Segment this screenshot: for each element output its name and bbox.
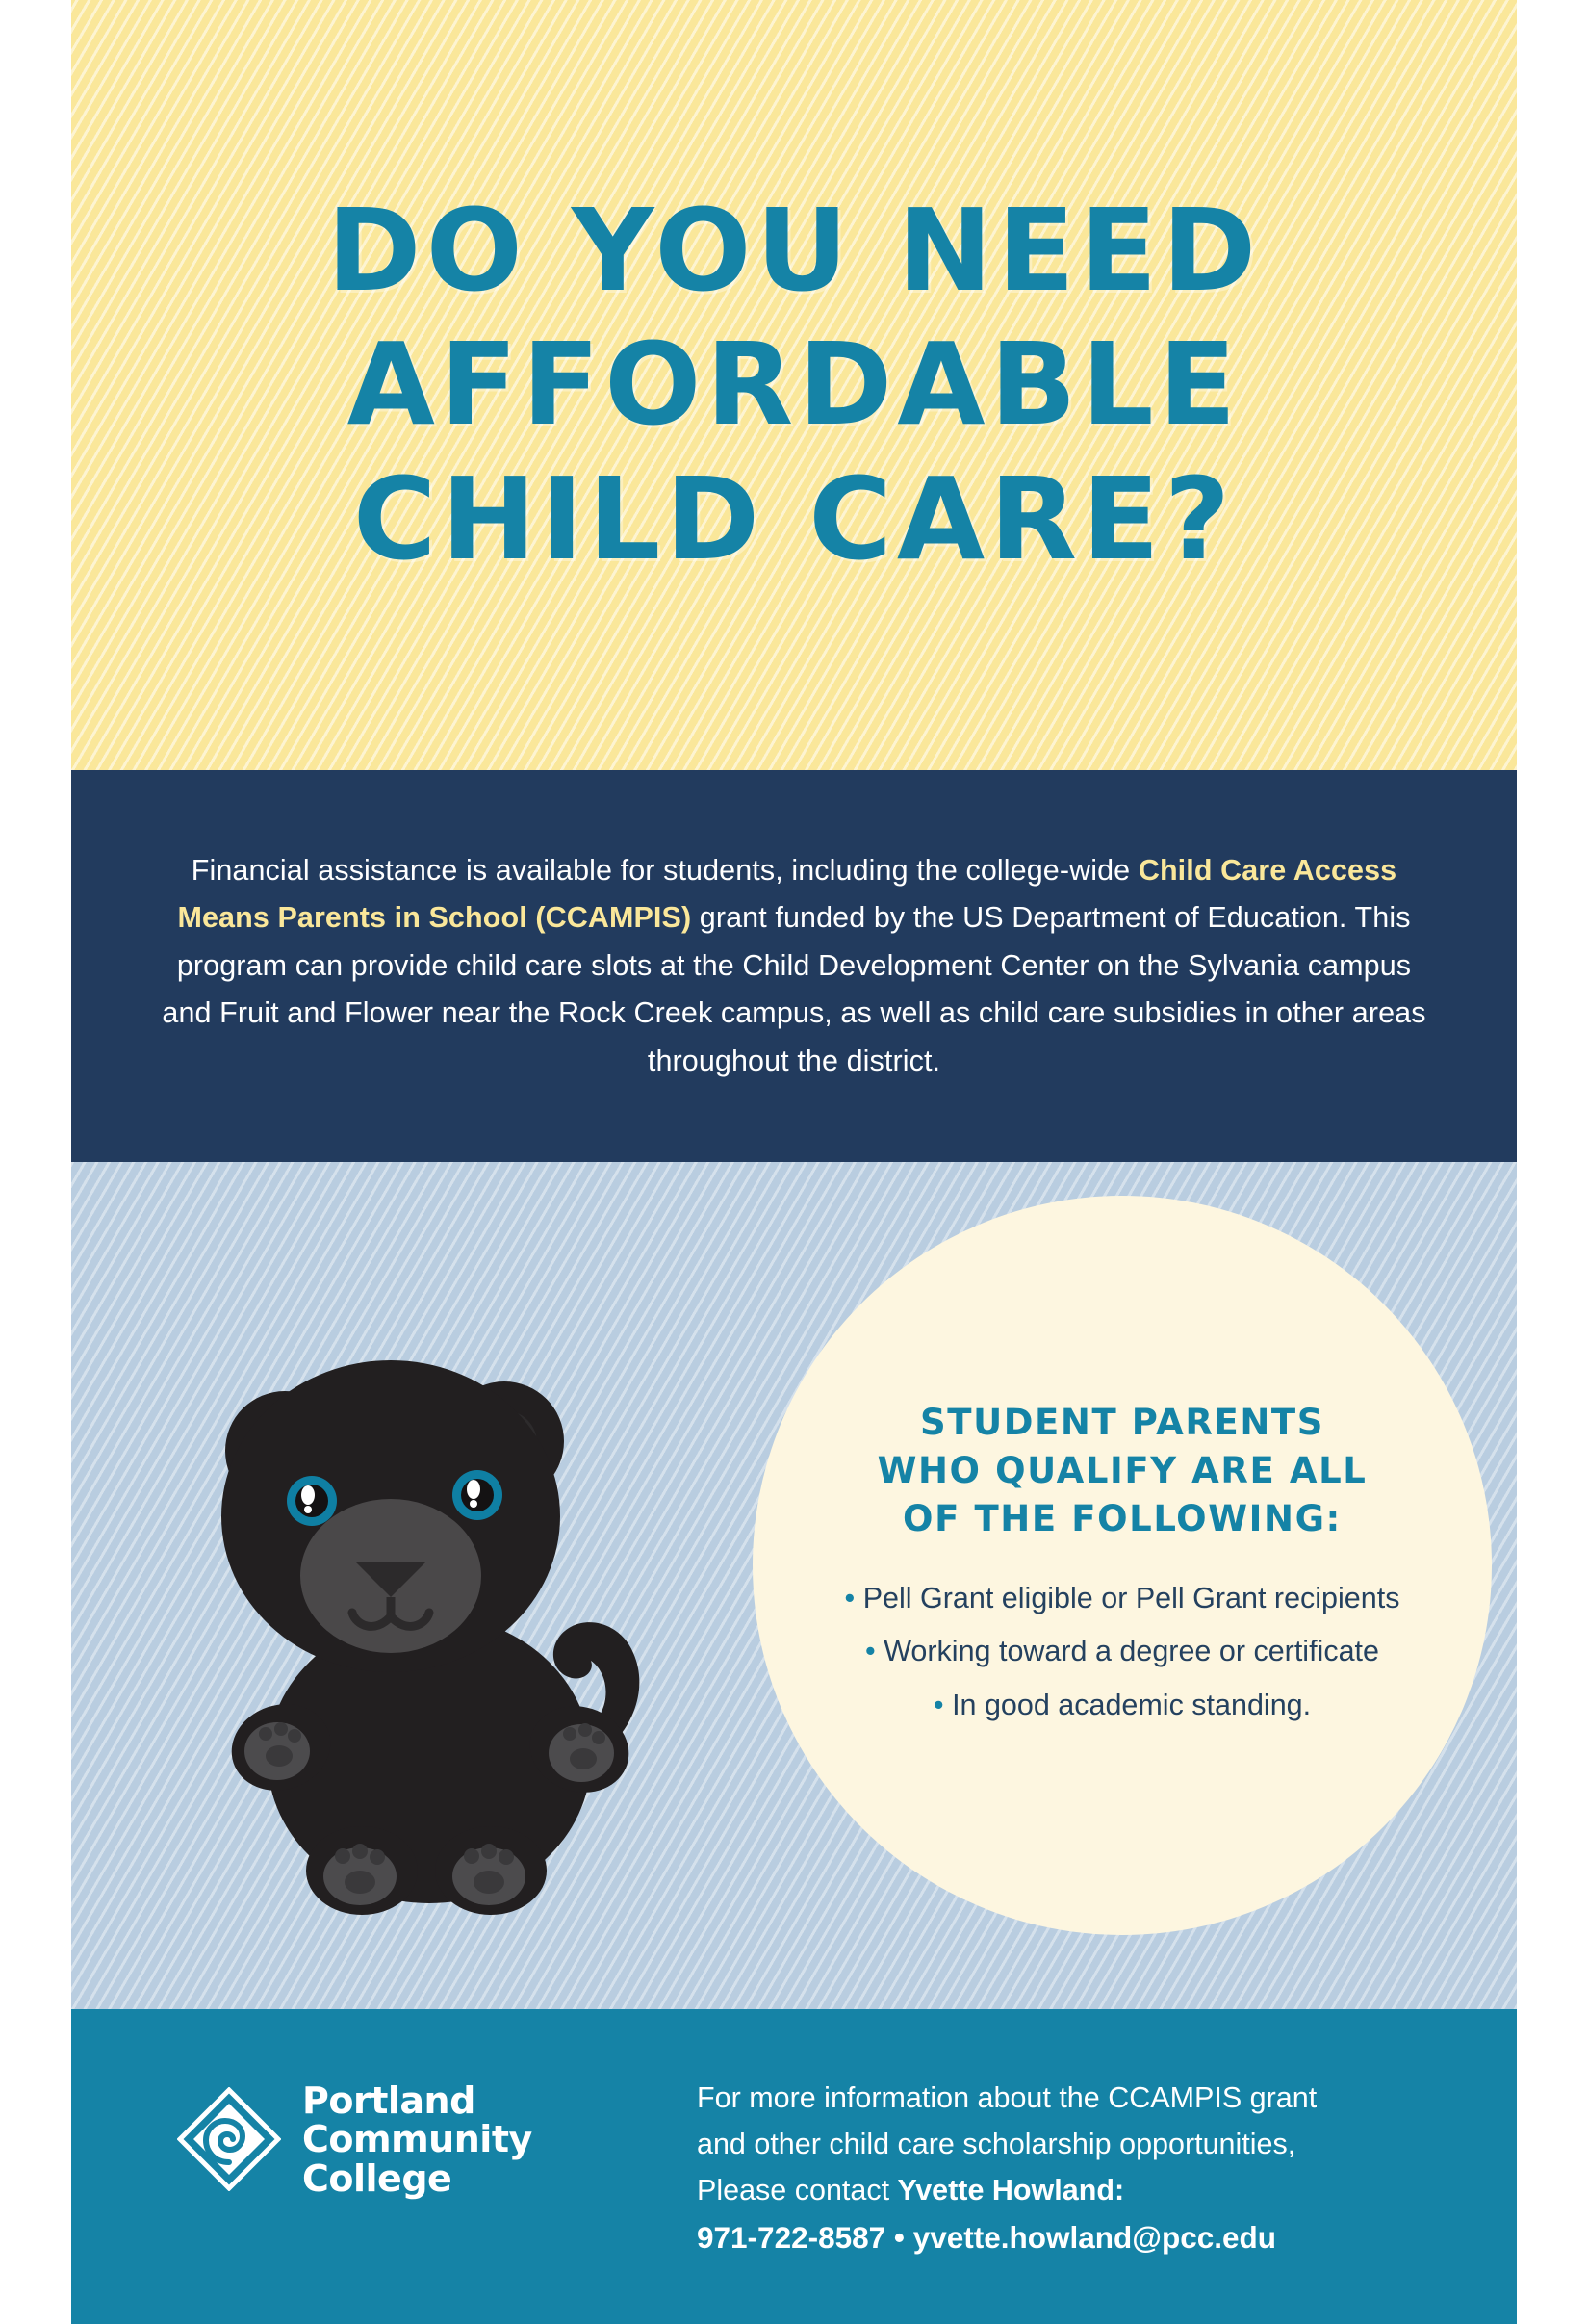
contact-line-2: and other child care scholarship opportunities, (697, 2128, 1296, 2161)
intro-grant-name: Child Care Access Means Parents in School (CCAMPIS) (177, 853, 1397, 935)
contact-block (697, 2075, 1467, 2261)
qualify-item-text: Working toward a degree or certificate (884, 1635, 1379, 1668)
pcc-diamond-spiral-icon (177, 2087, 281, 2191)
qualify-item-text: In good academic standing. (952, 1688, 1312, 1721)
logo-line-3: College (302, 2156, 452, 2200)
contact-line-3 (697, 2167, 1467, 2213)
qualify-item-text: Pell Grant eligible or Pell Grant recipients (862, 1582, 1400, 1614)
logo-line-2: Community (302, 2118, 532, 2161)
qualify-band (71, 1162, 1517, 2009)
poster-header (71, 0, 1517, 770)
logo-line-1: Portland (302, 2079, 475, 2122)
pcc-logo (177, 2081, 532, 2198)
qualify-title-line-3: OF THE FOLLOWING: (903, 1498, 1342, 1540)
pcc-logo-text (302, 2081, 532, 2198)
intro-band (71, 770, 1517, 1162)
contact-phone-email: 971-722-8587 • yvette.howland@pcc.edu (697, 2219, 1276, 2255)
contact-prefix: Please contact (697, 2174, 898, 2208)
bullet-icon: • (844, 1582, 856, 1614)
intro-text-part-1: Financial assistance is available for students, including the college-wide (191, 853, 1139, 887)
bullet-icon: • (933, 1688, 944, 1721)
qualify-title-line-2: WHO QUALIFY ARE ALL (877, 1450, 1368, 1492)
panther-cub-icon (177, 1335, 716, 1932)
list-item (845, 1625, 1400, 1678)
intro-text-part-2: grant funded by the US Department of Education. This program can provide child care slots at the Child Development Center on the Sylvania campus and Fruit and Flower near the Rock Creek campus, as well as child care subsidies in other areas throughout the district. (162, 901, 1426, 1077)
headline-line-2: AFFORDABLE (346, 318, 1242, 452)
headline-line-1: DO YOU NEED (326, 184, 1262, 318)
list-item (845, 1572, 1400, 1625)
intro-paragraph (154, 847, 1434, 1085)
qualify-list (845, 1572, 1400, 1732)
qualify-title-line-1: STUDENT PARENTS (920, 1402, 1324, 1444)
qualify-title (878, 1399, 1368, 1543)
contact-name: Yvette Howland: (897, 2174, 1125, 2208)
qualify-circle (753, 1196, 1492, 1935)
headline-line-3: CHILD CARE? (352, 452, 1236, 585)
list-item (845, 1679, 1400, 1732)
bullet-icon: • (865, 1635, 876, 1668)
poster-footer (71, 2009, 1517, 2324)
contact-line-1: For more information about the CCAMPIS grant (697, 2081, 1318, 2114)
